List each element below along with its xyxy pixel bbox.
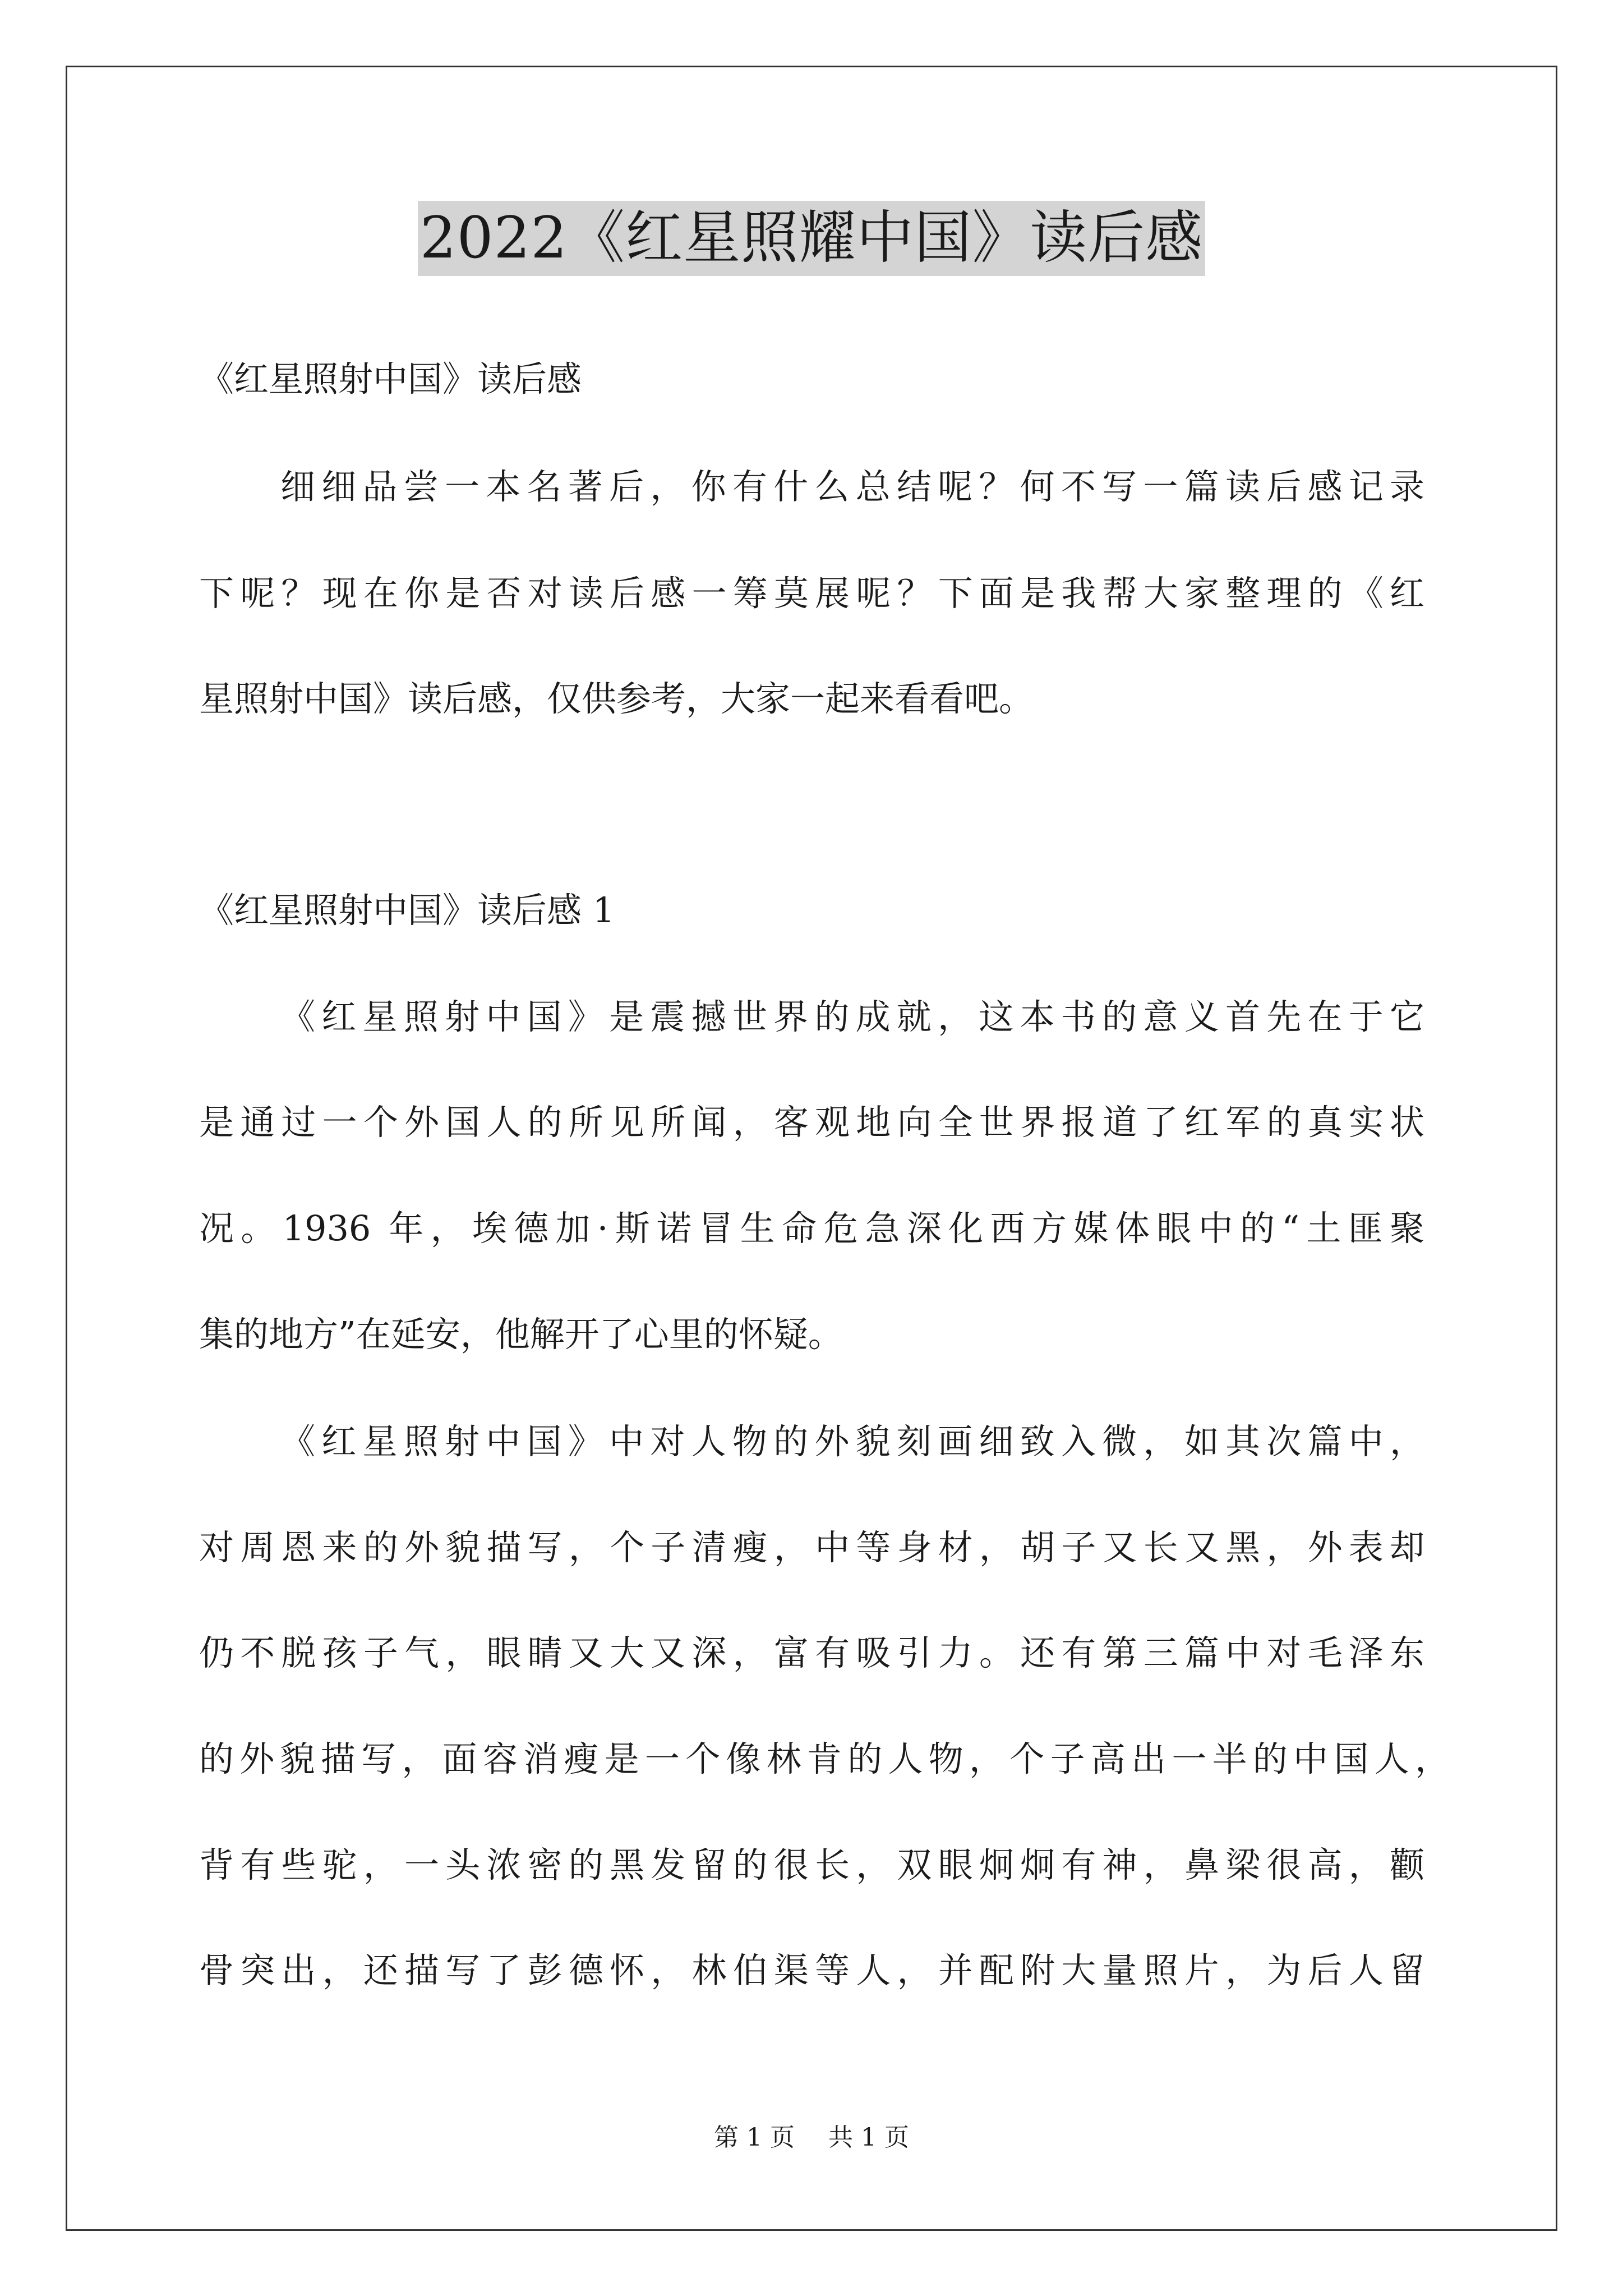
intro-line-3: 星照射中国》读后感，仅供参考，大家一起来看看吧。 — [199, 678, 1034, 719]
paragraph2-line-3: 仍不脱孩子气，眼睛又大又深，富有吸引力。还有第三篇中对毛泽东 — [199, 1632, 1424, 1673]
paragraph2-line-5: 背有些驼，一头浓密的黑发留的很长，双眼炯炯有神，鼻梁很高，颧 — [199, 1844, 1424, 1885]
page-footer — [0, 2122, 1623, 2154]
paragraph1-line-2: 是通过一个外国人的所见所闻，客观地向全世界报道了红军的真实状 — [199, 1102, 1424, 1143]
section-heading: 《红星照射中国》读后感 1 — [199, 890, 615, 931]
intro-line-1: 细细品尝一本名著后，你有什么总结呢？何不写一篇读后感记录 — [280, 466, 1424, 507]
paragraph1-line-3: 况。1936 年，埃德加·斯诺冒生命危急深化西方媒体眼中的“土匪聚 — [199, 1208, 1424, 1249]
paragraph2-line-4: 的外貌描写，面容消瘦是一个像林肯的人物，个子高出一半的中国人， — [199, 1738, 1450, 1779]
page-number-total: 共 1 页 — [828, 2123, 909, 2152]
intro-line-2: 下呢？现在你是否对读后感一筹莫展呢？下面是我帮大家整理的《红 — [199, 573, 1424, 614]
title-container — [0, 201, 1623, 276]
paragraph2-line-1: 《红星照射中国》中对人物的外貌刻画细致入微，如其次篇中， — [280, 1421, 1424, 1462]
paragraph1-line-4: 集的地方”在延安，他解开了心里的怀疑。 — [199, 1314, 843, 1355]
paragraph1-line-1: 《红星照射中国》是震撼世界的成就，这本书的意义首先在于它 — [280, 996, 1424, 1037]
paragraph2-line-2: 对周恩来的外貌描写，个子清瘦，中等身材，胡子又长又黑，外表却 — [199, 1527, 1424, 1568]
page-number-current: 第 1 页 — [714, 2123, 795, 2152]
paragraph2-line-6: 骨突出，还描写了彭德怀，林伯渠等人，并配附大量照片，为后人留 — [199, 1950, 1424, 1991]
document-title: 2022《红星照耀中国》读后感 — [418, 201, 1206, 276]
document-subtitle: 《红星照射中国》读后感 — [199, 358, 582, 399]
